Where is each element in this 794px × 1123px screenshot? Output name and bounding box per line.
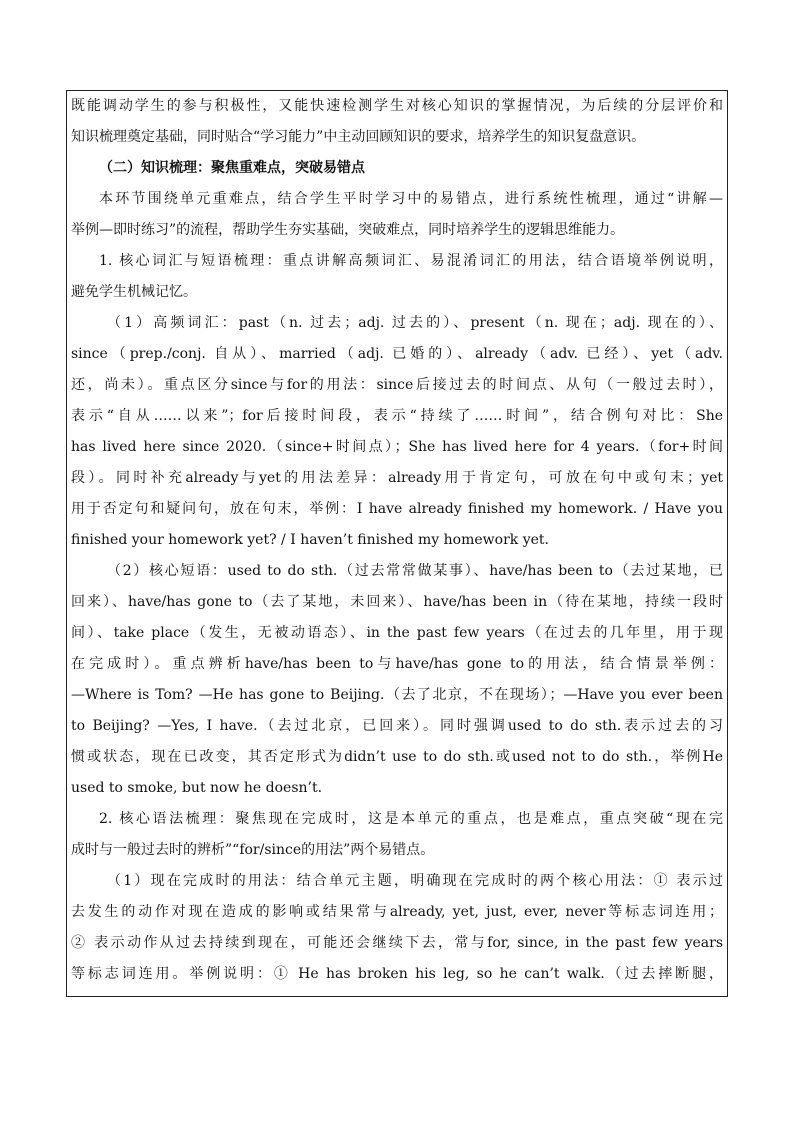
text-line: 2. 核心语法梳理：聚焦现在完成时，这是本单元的重点，也是难点，重点突破“现在完 xyxy=(99,811,723,827)
text-line: 本环节围绕单元重难点，结合学生平时学习中的易错点，进行系统性梳理，通过“讲解— xyxy=(99,191,723,207)
text-line: （1）高频词汇：past（n. 过去；adj. 过去的）、present（n. 现在；adj. 现在的）、 xyxy=(107,315,723,331)
text-line: 举例—即时练习”的流程，帮助学生夯实基础，突破难点，同时培养学生的逻辑思维能力。 xyxy=(71,222,625,238)
text-line: 还，尚未）。重点区分since与for的用法：since后接过去的时间点、从句（一般过去时）， xyxy=(71,377,723,393)
text-line: 成时与一般过去时的辨析”“for/since的用法”两个易错点。 xyxy=(71,842,435,858)
text-line: ② 表示动作从过去持续到现在，可能还会继续下去，常与for, since, in the past few years xyxy=(71,935,723,951)
text-line: 间）、take place（发生，无被动语态）、in the past few years（在过去的几年里，用于现 xyxy=(71,625,723,641)
text-line: 1. 核心词汇与短语梳理：重点讲解高频词汇、易混淆词汇的用法，结合语境举例说明， xyxy=(99,253,723,269)
text-line: 惯或状态，现在已改变，其否定形式为didn’t use to do sth.或used not to do sth.，举例He xyxy=(71,749,723,765)
text-line: 回来）、have/has gone to（去了某地，未回来）、have/has been in（待在某地，持续一段时 xyxy=(71,594,723,610)
text-line: used to smoke, but now he doesn’t. xyxy=(71,780,323,796)
text-line: （1）现在完成时的用法：结合单元主题，明确现在完成时的两个核心用法：① 表示过 xyxy=(107,873,723,889)
text-line: 表示“自从……以来”；for后接时间段，表示“持续了……时间”，结合例句对比：She xyxy=(71,408,723,424)
text-line: 在完成时）。重点辨析have/has been to与have/has gone to的用法，结合情景举例： xyxy=(71,656,723,672)
text-line: has lived here since 2020.（since+时间点）；She has lived here for 4 years.（for+时间 xyxy=(71,439,723,455)
text-line: 知识梳理奠定基础，同时贴合“学习能力”中主动回顾知识的要求，培养学生的知识复盘意识。 xyxy=(71,129,646,145)
text-line: 用于否定句和疑问句，放在句末，举例：I have already finished my homework. / Have you xyxy=(71,501,723,517)
text-line: 避免学生机械记忆。 xyxy=(71,284,197,300)
content-table-cell xyxy=(66,90,728,997)
text-line: since（prep./conj. 自从）、married（adj. 已婚的）、already（adv. 已经）、yet（adv. xyxy=(71,346,723,362)
section-heading: （二）知识梳理：聚焦重难点，突破易错点 xyxy=(99,160,365,176)
text-line: 去发生的动作对现在造成的影响或结果常与already, yet, just, ever, never等标志词连用； xyxy=(71,904,723,920)
text-line: —Where is Tom? —He has gone to Beijing.（去了北京，不在现场）；—Have you ever been xyxy=(71,687,723,703)
text-line: 既能调动学生的参与积极性，又能快速检测学生对核心知识的掌握情况，为后续的分层评价和 xyxy=(71,98,723,114)
text-line: （2）核心短语：used to do sth.（过去常常做某事）、have/has been to（去过某地，已 xyxy=(107,563,723,579)
text-line: 段）。同时补充already与yet的用法差异：already用于肯定句，可放在句中或句末；yet xyxy=(71,470,723,486)
text-line: 等标志词连用。举例说明：① He has broken his leg, so he can’t walk.（过去摔断腿， xyxy=(71,966,723,982)
document-body xyxy=(71,91,723,990)
text-line: to Beijing? —Yes, I have.（去过北京，已回来）。同时强调used to do sth.表示过去的习 xyxy=(71,718,723,734)
text-line: finished your homework yet? / I haven’t finished my homework yet. xyxy=(71,532,549,548)
